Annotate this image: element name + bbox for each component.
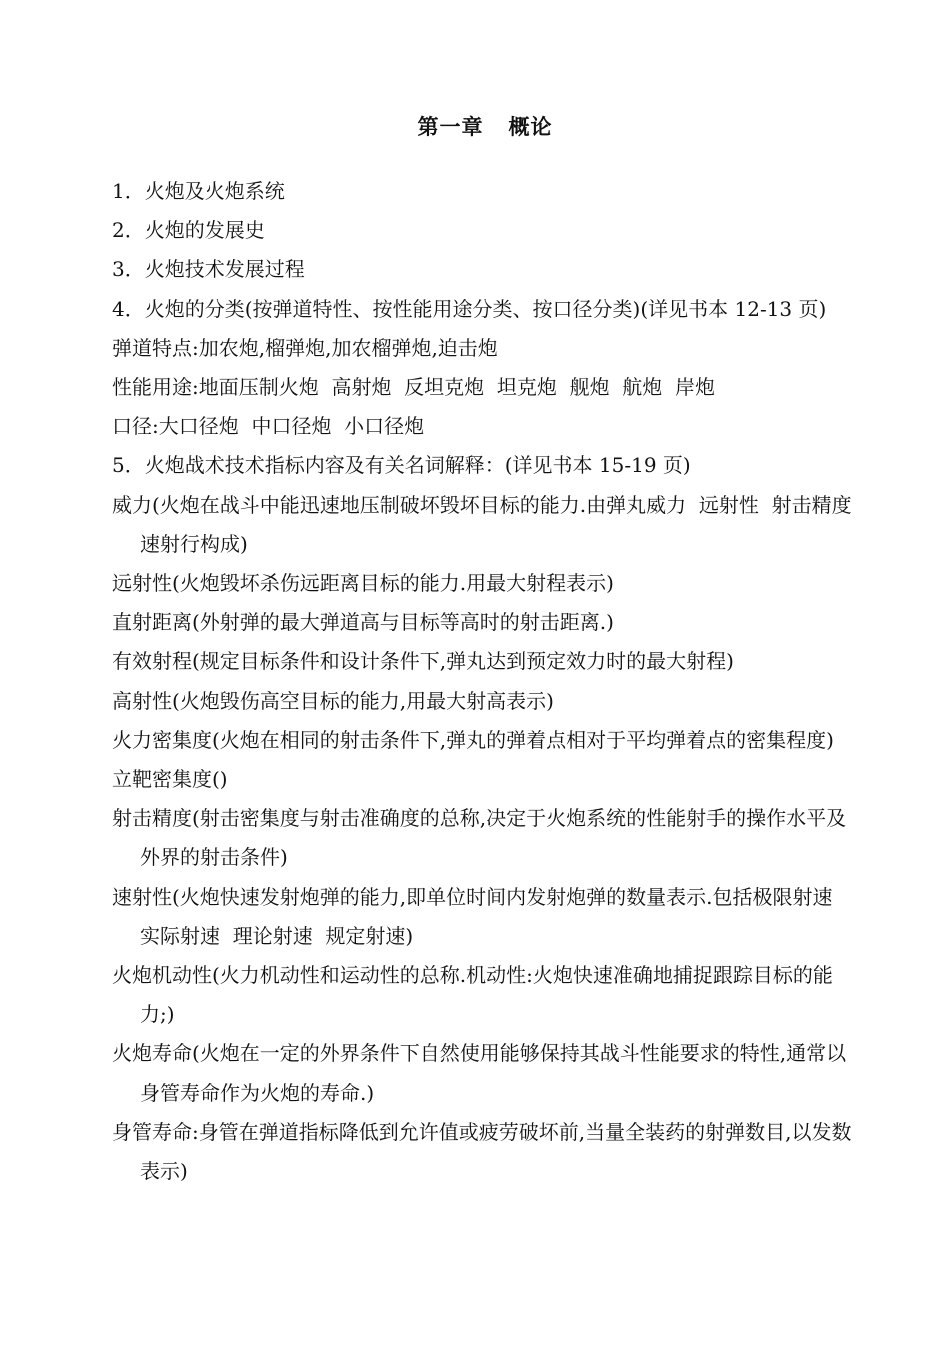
- list-item: 火炮机动性(火力机动性和运动性的总称.机动性:火炮快速准确地捕捉跟踪目标的能力;): [112, 963, 833, 1027]
- list-item: 高射性(火炮毁伤高空目标的能力,用最大射高表示): [112, 688, 554, 713]
- list-item: 弹道特点:加农炮,榴弹炮,加农榴弹炮,迫击炮: [112, 335, 498, 360]
- list-item: 火力密集度(火炮在相同的射击条件下,弹丸的弹着点相对于平均弹着点的密集程度): [112, 727, 834, 752]
- list-item: 口径:大口径炮 中口径炮 小口径炮: [112, 414, 425, 439]
- list-item: 身管寿命:身管在弹道指标降低到允许值或疲劳破坏前,当量全装药的射弹数目,以发数表示): [112, 1119, 852, 1184]
- list-item: 威力(火炮在战斗中能迅速地压制破坏毁坏目标的能力.由弹丸威力 远射性 射击精度 速射行构成): [112, 492, 865, 556]
- list-item: 远射性(火炮毁坏杀伤远距离目标的能力.用最大射程表示): [112, 571, 614, 596]
- list-item: 火炮寿命(火炮在一定的外界条件下自然使用能够保持其战斗性能要求的特性,通常以身管寿命作为火炮的寿命.): [112, 1041, 847, 1105]
- list-item: 5．火炮战术技术指标内容及有关名词解释：(详见书本 15-19 页): [112, 453, 691, 478]
- list-item: 3．火炮技术发展过程: [112, 257, 305, 282]
- page-title: 第一章 概论: [417, 114, 553, 139]
- list-item: 立靶密集度(): [112, 767, 228, 792]
- list-item: 直射距离(外射弹的最大弹道高与目标等高时的射击距离.): [112, 610, 614, 635]
- document-body: [112, 172, 864, 1191]
- list-item: 有效射程(规定目标条件和设计条件下,弹丸达到预定效力时的最大射程): [112, 649, 734, 674]
- list-item: 4．火炮的分类(按弹道特性、按性能用途分类、按口径分类)(详见书本 12-13 页): [112, 296, 827, 321]
- list-item: 2．火炮的发展史: [112, 218, 265, 243]
- list-item: 速射性(火炮快速发射炮弹的能力,即单位时间内发射炮弹的数量表示.包括极限射速 实际射速 理论射速 规定射速): [112, 884, 846, 948]
- list-item: 性能用途:地面压制火炮 高射炮 反坦克炮 坦克炮 舰炮 航炮 岸炮: [112, 375, 716, 400]
- list-item: 1．火炮及火炮系统: [112, 179, 285, 203]
- list-item: 射击精度(射击密集度与射击准确度的总称,决定于火炮系统的性能射手的操作水平及外界的射击条件): [112, 806, 847, 870]
